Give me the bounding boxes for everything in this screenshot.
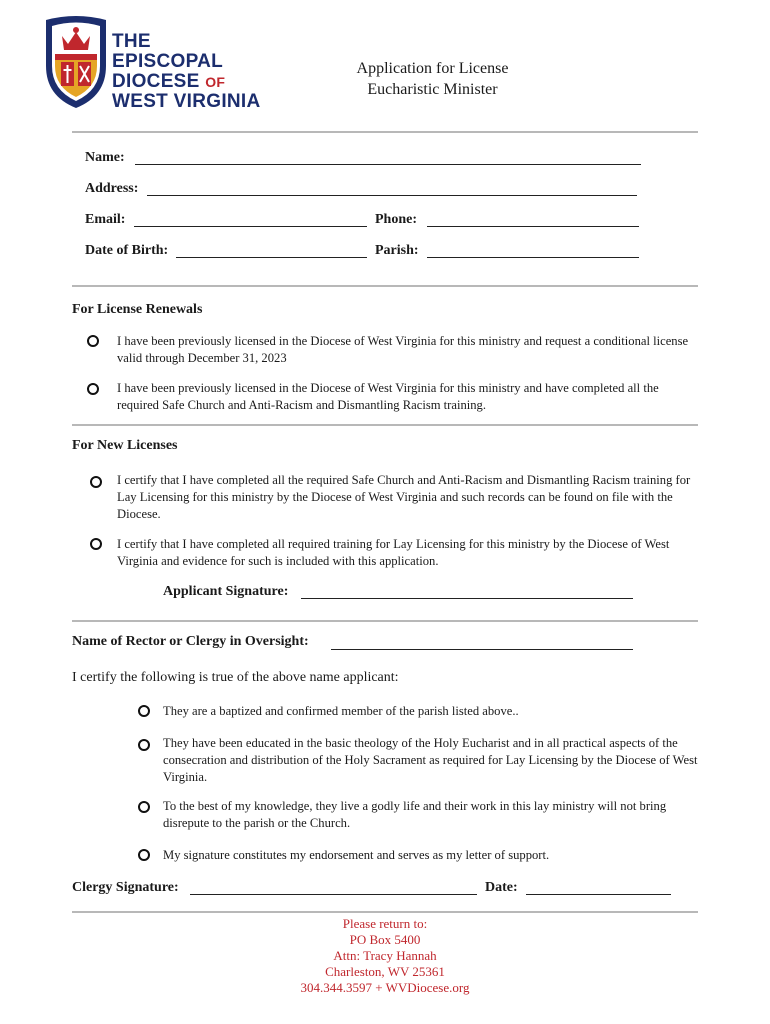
renewals-heading: For License Renewals xyxy=(72,302,203,317)
divider xyxy=(72,424,698,426)
divider xyxy=(72,285,698,287)
renewal-option-1: I have been previously licensed in the Diocese of West Virginia for this ministry and request a conditional license valid through December 31, 2023 xyxy=(117,334,689,365)
new-license-option-2: I certify that I have completed all required training for Lay Licensing for this ministry by the Diocese of West Virginia and evidence for such is included with this application. xyxy=(117,537,670,568)
applicant-signature-field[interactable] xyxy=(301,597,633,599)
footer-line5[interactable]: 304.344.3597 + WVDiocese.org xyxy=(300,980,470,995)
return-address xyxy=(200,916,570,996)
footer-line1: Please return to: xyxy=(342,916,428,931)
divider xyxy=(72,131,698,133)
parish-field[interactable] xyxy=(427,256,639,258)
applicant-signature-label: Applicant Signature: xyxy=(163,584,289,599)
org-line3: WEST VIRGINIA xyxy=(112,91,261,112)
page-title xyxy=(290,58,575,100)
email-label: Email: xyxy=(85,212,126,227)
org-line1: THE EPISCOPAL xyxy=(112,31,224,72)
new-licenses-heading: For New Licenses xyxy=(72,438,178,453)
certify-radio-2[interactable] xyxy=(138,739,150,751)
name-field[interactable] xyxy=(135,163,641,165)
certify-radio-1[interactable] xyxy=(138,705,150,717)
shield-crest-icon xyxy=(42,14,110,110)
renewal-radio-1[interactable] xyxy=(87,335,99,347)
email-field[interactable] xyxy=(134,225,367,227)
divider xyxy=(72,620,698,622)
new-license-radio-2[interactable] xyxy=(90,538,102,550)
address-label: Address: xyxy=(85,181,139,196)
new-license-radio-1[interactable] xyxy=(90,476,102,488)
phone-label: Phone: xyxy=(375,212,417,227)
certify-item-2: They have been educated in the basic theology of the Holy Eucharist and in all practical aspects of the consecration and distribution of the Holy Sacrament as required for Lay Licensing by the Diocese of West Virginia. xyxy=(163,736,698,784)
title-line2: Eucharistic Minister xyxy=(367,81,498,98)
new-license-option-1: I certify that I have completed all the required Safe Church and Anti-Racism and Dismantling Racism training for Lay Licensing for this ministry by the Diocese of West Virginia and such records can be found on file with the Diocese. xyxy=(117,473,691,521)
rector-field[interactable] xyxy=(331,648,633,650)
diocese-logo xyxy=(42,14,267,114)
certify-item-3: To the best of my knowledge, they live a godly life and their work in this lay ministry will not bring disrepute to the parish or the Church. xyxy=(163,799,667,830)
org-line2a: DIOCESE xyxy=(112,71,200,92)
org-line2b: OF xyxy=(205,74,226,90)
footer-line2: PO Box 5400 xyxy=(349,932,421,947)
dob-field[interactable] xyxy=(176,256,367,258)
parish-label: Parish: xyxy=(375,243,419,258)
certify-radio-4[interactable] xyxy=(138,849,150,861)
footer-line3: Attn: Tracy Hannah xyxy=(333,948,437,963)
clergy-signature-label: Clergy Signature: xyxy=(72,880,179,895)
title-line1: Application for License xyxy=(356,60,509,77)
footer-line4: Charleston, WV 25361 xyxy=(325,964,445,979)
rector-label: Name of Rector or Clergy in Oversight: xyxy=(72,634,309,649)
date-label: Date: xyxy=(485,880,518,895)
name-label: Name: xyxy=(85,150,125,165)
certify-intro: I certify the following is true of the above name applicant: xyxy=(72,670,399,685)
clergy-signature-field[interactable] xyxy=(190,893,477,895)
certify-radio-3[interactable] xyxy=(138,801,150,813)
renewal-radio-2[interactable] xyxy=(87,383,99,395)
certify-item-1: They are a baptized and confirmed member of the parish listed above.. xyxy=(163,704,519,718)
certify-item-4: My signature constitutes my endorsement and serves as my letter of support. xyxy=(163,848,550,862)
phone-field[interactable] xyxy=(427,225,639,227)
renewal-option-2: I have been previously licensed in the Diocese of West Virginia for this ministry and have completed all the required Safe Church and Anti-Racism and Dismantling Racism training. xyxy=(117,381,659,412)
date-field[interactable] xyxy=(526,893,671,895)
dob-label: Date of Birth: xyxy=(85,243,169,258)
org-name xyxy=(112,32,267,112)
address-field[interactable] xyxy=(147,194,637,196)
divider xyxy=(72,911,698,913)
